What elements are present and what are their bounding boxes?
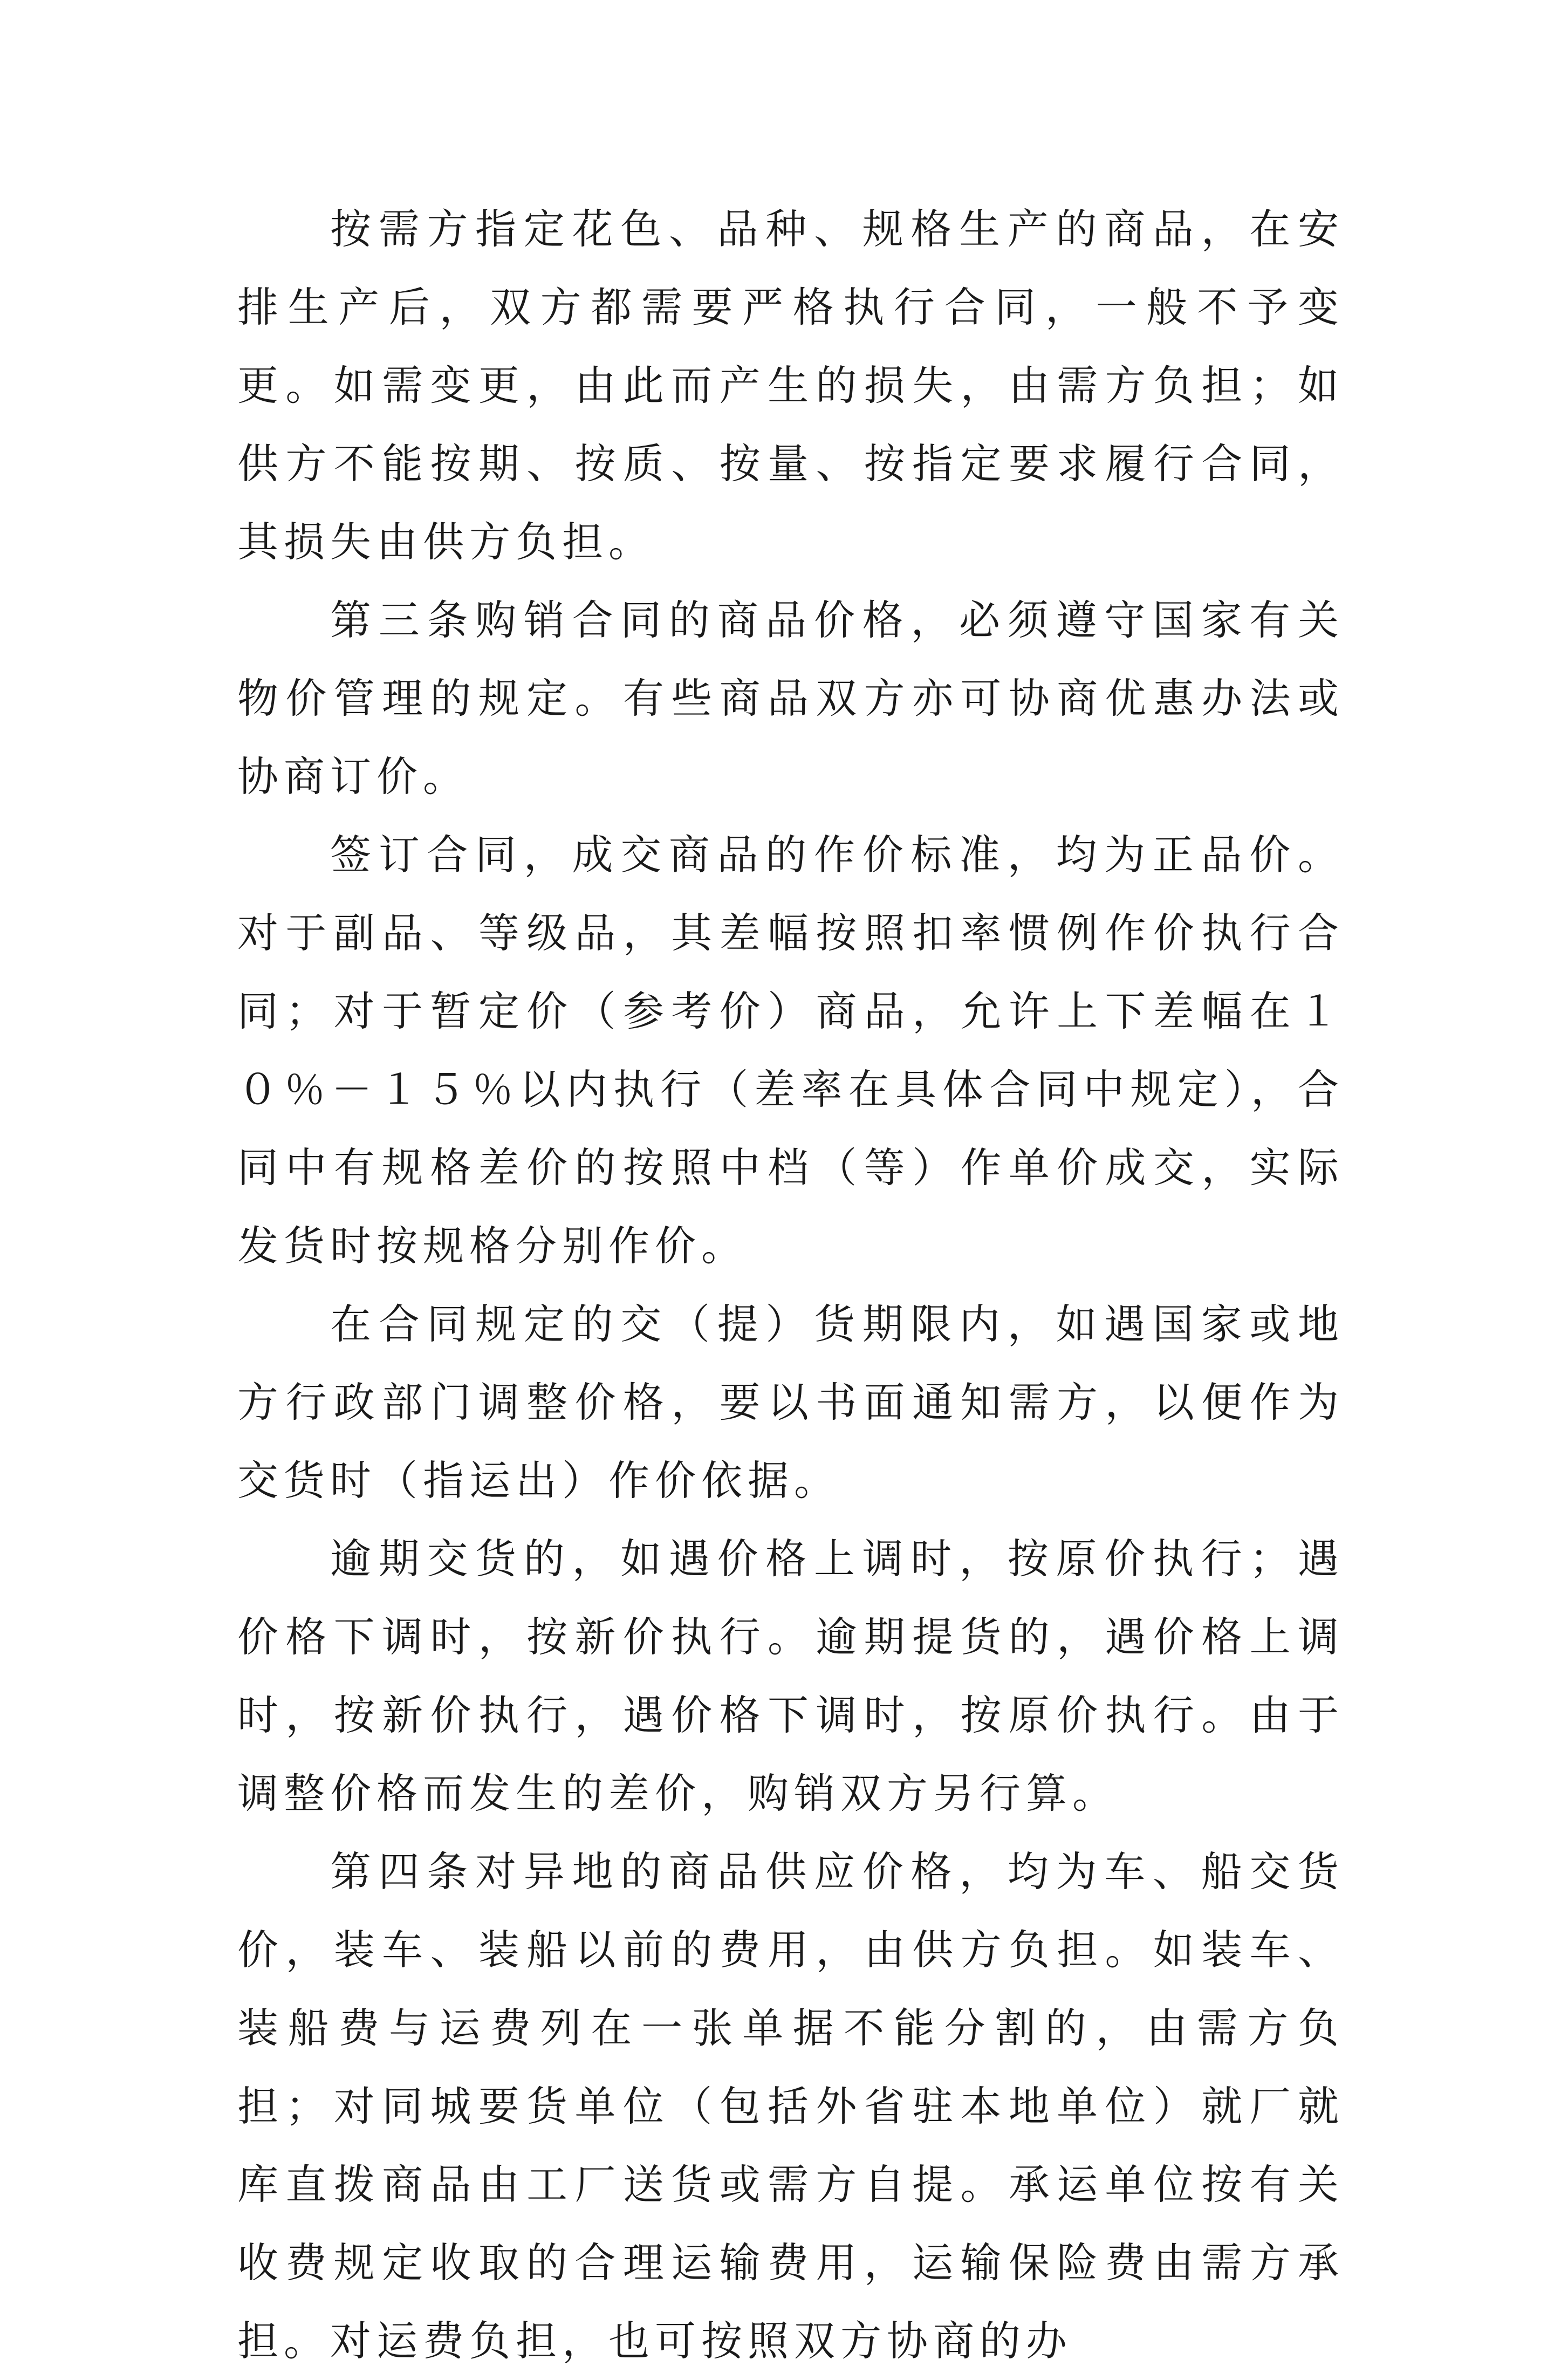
document-body	[237, 190, 1344, 2380]
paragraph-overdue-delivery: 逾期交货的，如遇价格上调时，按原价执行；遇价格下调时，按新价执行。逾期提货的，遇价格上调时，按新价执行，遇价格下调时，按原价执行。由于调整价格而发生的差价，购销双方另行算。	[237, 1535, 1344, 1817]
paragraph-article-4: 第四条对异地的商品供应价格，均为车、船交货价，装车、装船以前的费用，由供方负担。如装车、装船费与运费列在一张单据不能分割的，由需方负担；对同城要货单位（包括外省驻本地单位）就厂就库直拨商品由工厂送货或需方自提。承运单位按有关收费规定收取的合理运输费用，运输保险费由需方承担。对运费负担，也可按照双方协商的办	[237, 1848, 1344, 2365]
paragraph-pricing-standard: 签订合同，成交商品的作价标准，均为正品价。对于副品、等级品，其差幅按照扣率惯例作价执行合同；对于暂定价（参考价）商品，允许上下差幅在１０％－１５％以内执行（差率在具体合同中规定），合同中有规格差价的按照中档（等）作单价成交，实际发货时按规格分别作价。	[237, 831, 1344, 1270]
paragraph-article-3: 第三条购销合同的商品价格，必须遵守国家有关物价管理的规定。有些商品双方亦可协商优惠办法或协商订价。	[237, 596, 1344, 801]
paragraph-price-adjustment: 在合同规定的交（提）货期限内，如遇国家或地方行政部门调整价格，要以书面通知需方，以便作为交货时（指运出）作价依据。	[237, 1300, 1344, 1504]
paragraph-custom-specs: 按需方指定花色、品种、规格生产的商品，在安排生产后，双方都需要严格执行合同，一般不予变更。如需变更，由此而产生的损失，由需方负担；如供方不能按期、按质、按量、按指定要求履行合同，其损失由供方负担。	[237, 205, 1344, 566]
